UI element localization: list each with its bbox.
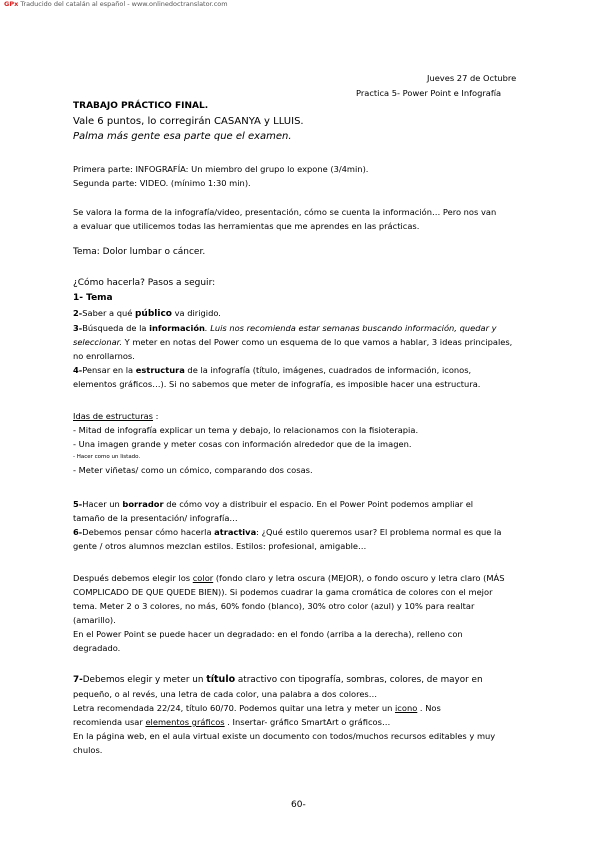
step-7-line-5: En la página web, en el aula virtual existe un documento con todos/muchos recursos editables y muy (73, 731, 496, 741)
step-7-line-4: recomienda usar elementos gráficos . Insertar- gráfico SmartArt o gráficos… (73, 717, 391, 727)
header-date: Jueves 27 de Octubre (427, 73, 517, 83)
part-2: Segunda parte: VIDEO. (mínimo 1:30 min). (73, 178, 251, 188)
valuation-line-1: Se valora la forma de la infografía/video, presentación, cómo se cuenta la información… Pero nos van (73, 207, 497, 217)
color-line: En el Power Point se puede hacer un degradado: en el fondo (arriba a la derecha), relleno con (73, 629, 463, 639)
steps-block (73, 306, 533, 391)
color-line: tema. Meter 2 o 3 colores, no más, 60% fondo (blanco), 30% otro color (azul) y 10% para realtar (73, 601, 475, 611)
step-5-line-2: tamaño de la presentación/ infografía… (73, 513, 238, 523)
step-7-block (73, 673, 533, 757)
step-5: 5-Hacer un borrador de cómo voy a distribuir el espacio. En el Power Point podemos ampliar el (73, 499, 474, 509)
color-line: COMPLICADO DE QUE QUEDE BIEN)). Si podemos cuadrar la gama cromática de colores con el mejor (73, 587, 493, 597)
step-7-line-2: pequeño, o al revés, una letra de cada color, una palabra a dos colores… (73, 689, 378, 699)
translator-watermark (4, 0, 228, 8)
step-4: 4-Pensar en la estructura de la infografía (título, imágenes, cuadrados de información, iconos, (73, 365, 472, 375)
idea-item: - Una imagen grande y meter cosas con información alrededor que de la imagen. (73, 439, 412, 449)
color-line: (amarillo). (73, 615, 116, 625)
step-4-line-2: elementos gráficos…). Si no sabemos que meter de infografía, es imposible hacer una estructura. (73, 379, 481, 389)
color-line-1: Después debemos elegir los color (fondo claro y letra oscura (MEJOR), o fondo oscuro y letra claro (MÁS (73, 573, 505, 583)
step-2: 2-Saber a qué público va dirigido. (73, 308, 221, 319)
watermark-text: Traducido del catalán al español - www.onlinedoctranslator.com (20, 0, 228, 8)
valuation-block (73, 205, 533, 233)
idea-item: - Hacer como un listado. (73, 454, 141, 460)
step-7-line-6: chulos. (73, 745, 103, 755)
ideas-heading: Idas de estructuras : (73, 411, 159, 421)
parts-block (73, 162, 533, 190)
translator-logo: GPx (4, 0, 19, 8)
step-7: 7-Debemos elegir y meter un título atractivo con tipografía, sombras, colores, de mayor en (73, 674, 483, 685)
header-subject: Practica 5- Power Point e Infografía (356, 88, 502, 98)
steps-5-6 (73, 497, 533, 553)
step-7-line-3: Letra recomendada 22/24, título 60/70. Podemos quitar una letra y meter un icono . Nos (73, 703, 441, 713)
step-6: 6-Debemos pensar cómo hacerla atractiva: ¿Qué estilo queremos usar? El problema normal es que la (73, 527, 502, 537)
page-title: TRABAJO PRÁCTICO FINAL. (73, 101, 209, 111)
step-3-line-2: seleccionar. Y meter en notas del Power como un esquema de lo que vamos a hablar, 3 ideas principales, (73, 337, 513, 347)
idea-item: - Mitad de infografía explicar un tema y debajo, lo relacionamos con la fisioterapia. (73, 425, 419, 435)
step-3-line-3: no enrollarnos. (73, 351, 135, 361)
topic: Tema: Dolor lumbar o cáncer. (73, 247, 206, 257)
structure-ideas (73, 409, 533, 477)
step-6-line-2: gente / otros alumnos mezclan estilos. Estilos: profesional, amigable… (73, 541, 367, 551)
color-line: degradado. (73, 643, 121, 653)
exam-note: Palma más gente esa parte que el examen. (73, 131, 292, 142)
step-1: 1- Tema (73, 293, 113, 303)
page-number: 60- (291, 800, 306, 810)
part-1: Primera parte: INFOGRAFÍA: Un miembro del grupo lo expone (3/4min). (73, 164, 369, 174)
idea-item: - Meter viñetas/ como un cómico, comparando dos cosas. (73, 465, 313, 475)
step-3: 3-Búsqueda de la información. Luis nos recomienda estar semanas buscando información, quedar y (73, 323, 497, 333)
how-heading: ¿Cómo hacerla? Pasos a seguir: (73, 278, 216, 288)
color-block (73, 571, 533, 655)
valuation-line-2: a evaluar que utilicemos todas las herramientas que me aprendes en las prácticas. (73, 221, 420, 231)
grading-note: Vale 6 puntos, lo corregirán CASANYA y LLUIS. (73, 116, 304, 127)
